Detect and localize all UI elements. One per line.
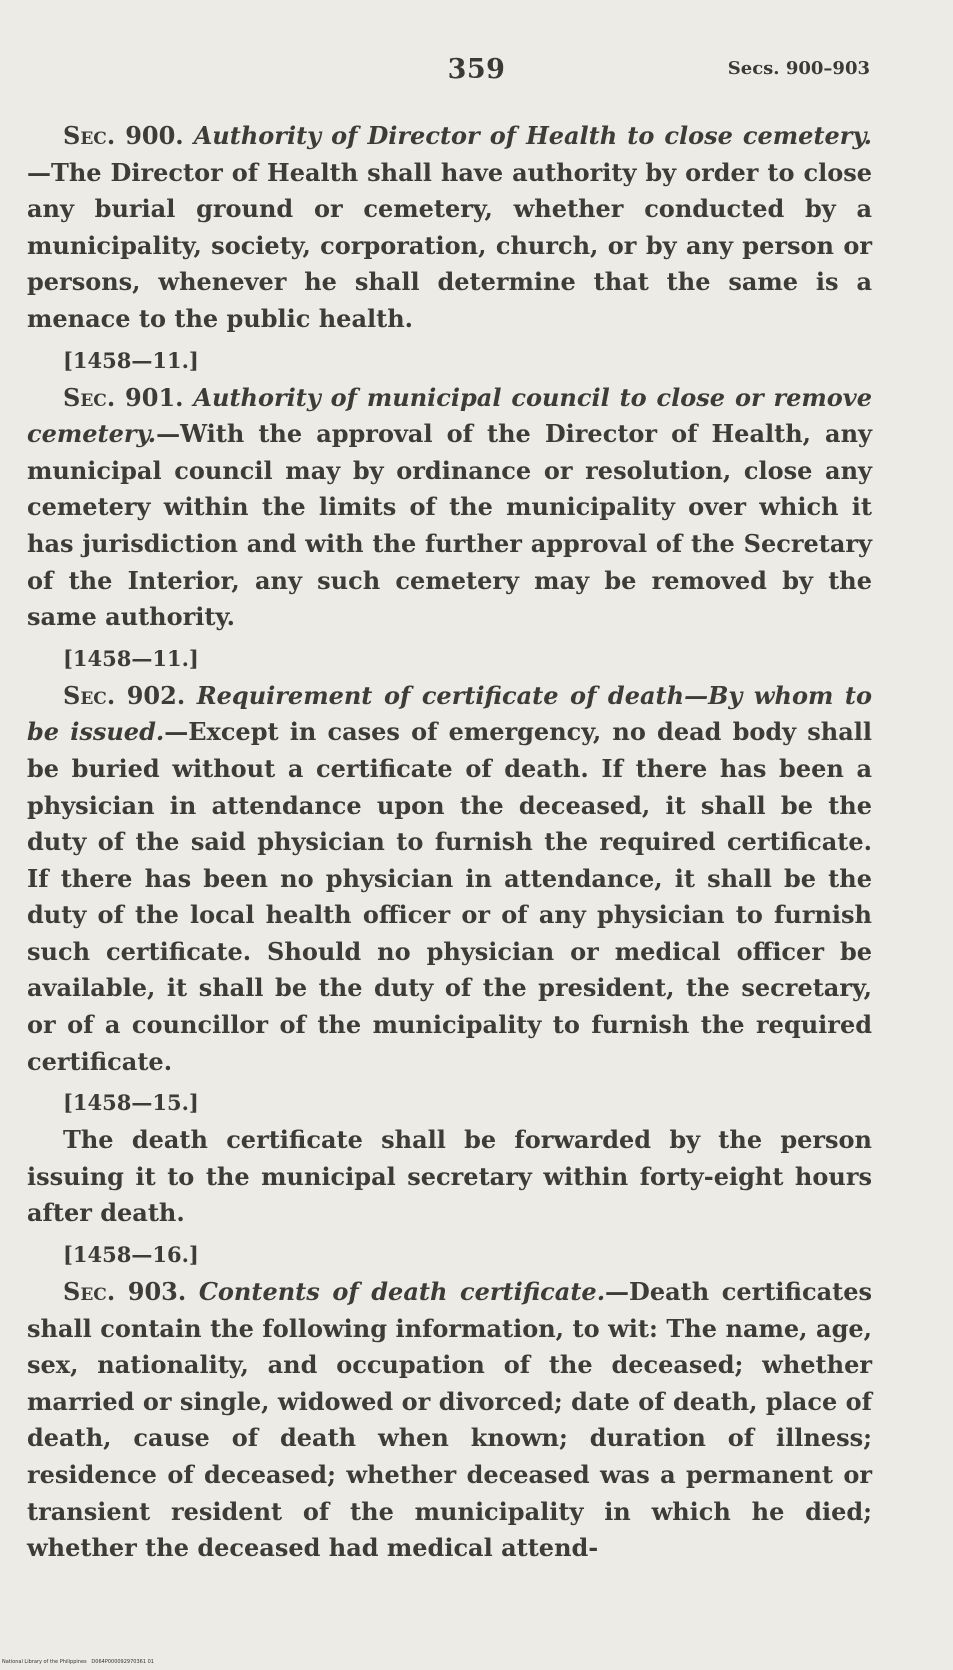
section-label: Sec. 900. bbox=[63, 121, 184, 150]
section-label: Sec. 903. bbox=[63, 1277, 187, 1307]
page-body bbox=[27, 118, 872, 1567]
running-head: Secs. 900–903 bbox=[727, 58, 870, 79]
section-heading: Contents of death certificate. bbox=[198, 1277, 606, 1307]
citation: [1458—11.] bbox=[63, 347, 199, 373]
section-903 bbox=[27, 1274, 872, 1567]
section-text: —Except in cases of emergency, no dead body shall be buried without a certificate of death. If there has been a physician in attendance upon the deceased, it shall be the duty of the said physician to furnish the required certificate. If there has been no physician in attendance, it shall be the duty of the local health officer or of any physician to furnish such certificate. Should no physician or medical officer be available, it shall be the duty of the president, the secretary, or of a councillor of the municipality to furnish the required certificate. bbox=[27, 717, 872, 1076]
footer-source: National Library of the Philippines bbox=[2, 1659, 87, 1665]
section-text: —Death certificates shall contain the following information, to wit: The name, age, sex, nationality, and occupation of the deceased; whether married or single, widowed or divorced; date of death, place of death, cause of death when known; duration of illness; residence of deceased; whether deceased was a permanent or transient resident of the municipality in which he died; whether the deceased had medical attend- bbox=[27, 1277, 873, 1563]
footer-id: D064P000092970361 01 bbox=[91, 1659, 154, 1665]
section-902-continued bbox=[27, 1122, 872, 1232]
section-text: The death certificate shall be forwarded by the person issuing it to the municipal secretary within forty-eight hours after death. bbox=[27, 1125, 872, 1228]
section-902 bbox=[27, 678, 872, 1081]
section-label: Sec. 901. bbox=[63, 382, 184, 412]
section-heading: Authority of municipal council to close or remove cemetery. bbox=[27, 382, 873, 449]
page-number: 359 bbox=[447, 54, 506, 85]
section-heading: Authority of Director of Health to close cemetery. bbox=[193, 121, 872, 150]
citation: [1458—15.] bbox=[63, 1090, 199, 1116]
scan-footer bbox=[2, 1659, 154, 1665]
section-900 bbox=[27, 118, 872, 338]
section-text: —With the approval of the Director of Health, any municipal council may by ordinance or resolution, close any cemetery within the limits of the municipality over which it has jurisdiction and with the further approval of the Secretary of the Interior, any such cemetery may be removed by the same authority. bbox=[27, 419, 872, 632]
section-text: —The Director of Health shall have authority by order to close any burial ground or cemetery, whether conducted by a municipality, society, corporation, church, or by any person or persons, whenever he shall determine that the same is a menace to the public health. bbox=[27, 157, 872, 333]
section-heading: Requirement of certificate of death—By whom to be issued. bbox=[27, 680, 872, 747]
section-901 bbox=[27, 380, 872, 636]
section-label: Sec. 902. bbox=[63, 680, 186, 710]
citation: [1458—16.] bbox=[63, 1242, 199, 1268]
citation: [1458—11.] bbox=[63, 645, 199, 671]
